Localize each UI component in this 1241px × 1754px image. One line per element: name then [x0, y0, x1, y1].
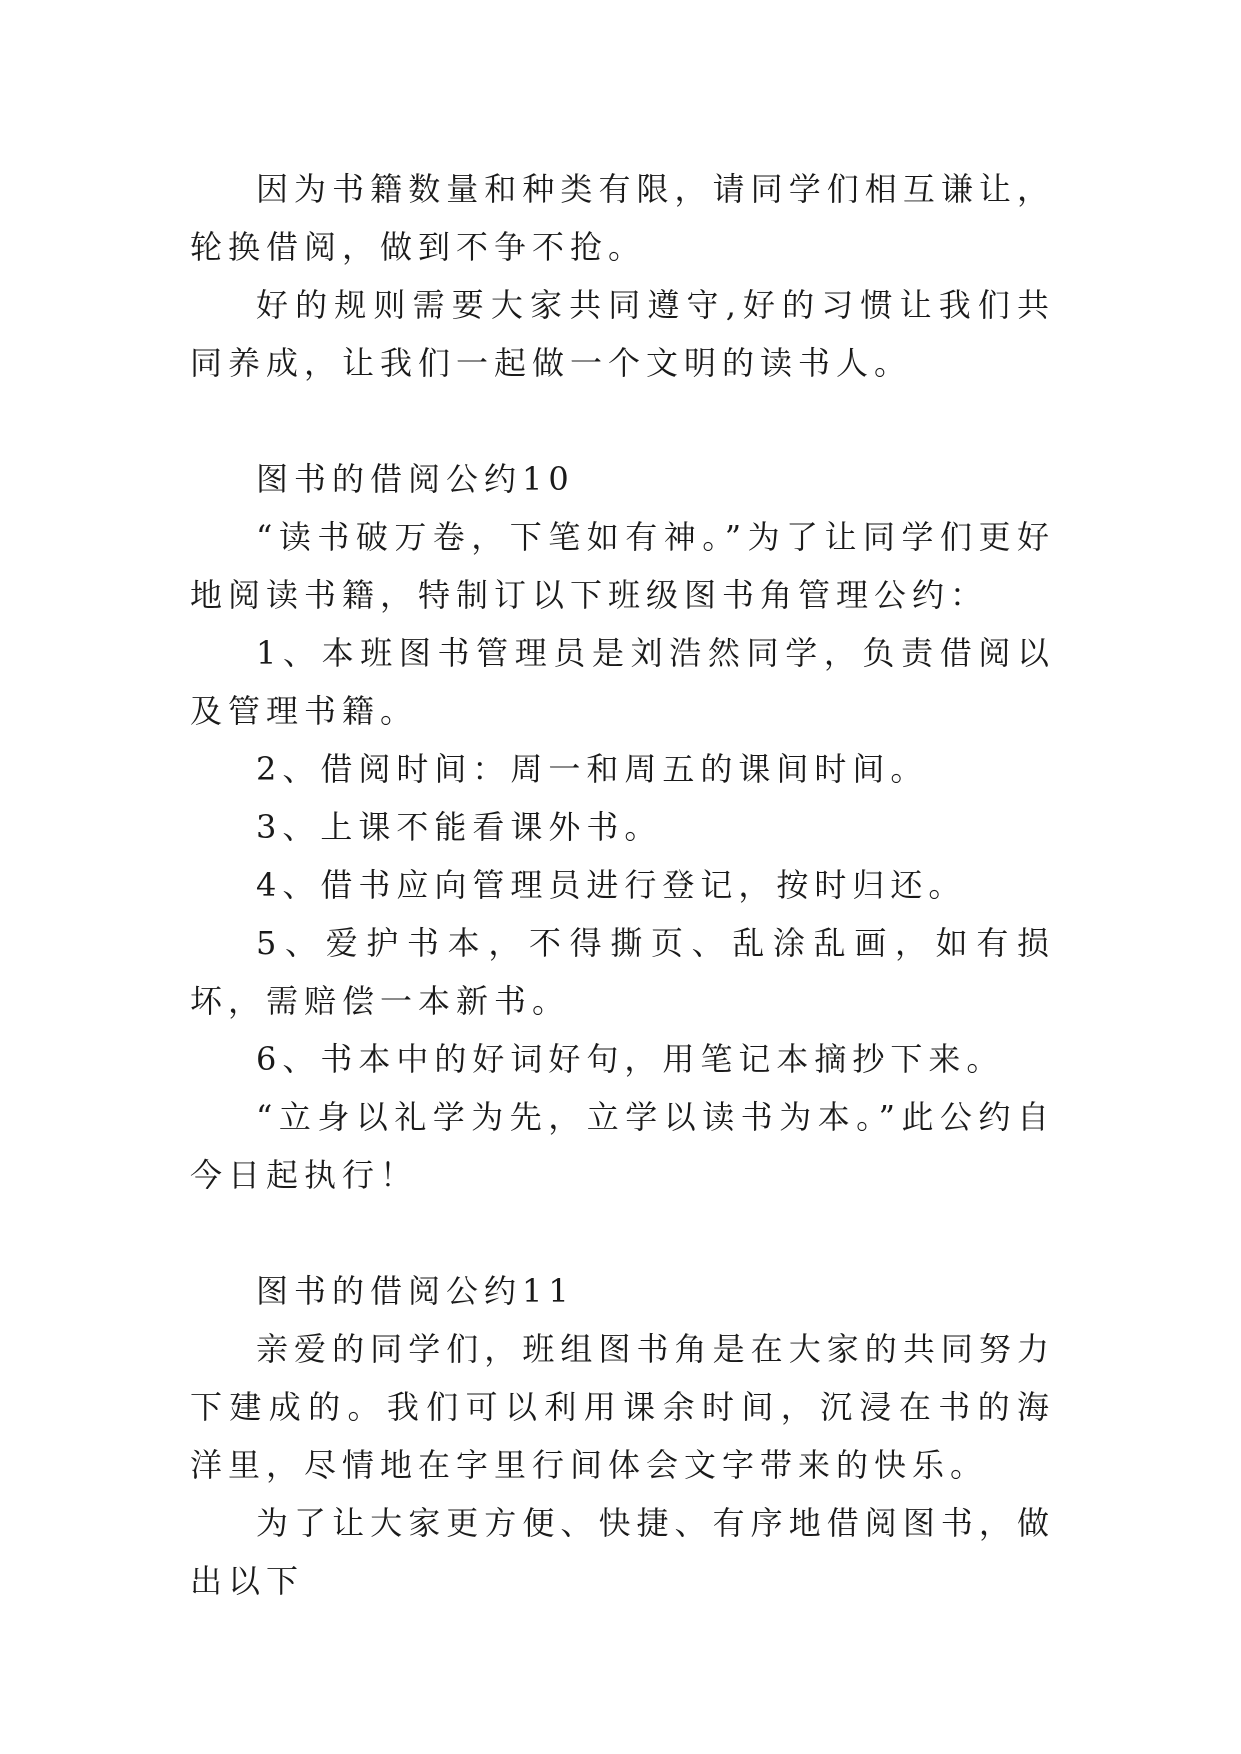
section-11-paragraph-2: 为了让大家更方便、快捷、有序地借阅图书，做出以下 — [190, 1504, 1055, 1600]
section-11-paragraph-1: 亲爱的同学们，班组图书角是在大家的共同努力下建成的。我们可以利用课余时间，沉浸在书的海洋里，尽情地在字里行间体会文字带来的快乐。 — [190, 1330, 1055, 1484]
document-body — [190, 160, 1055, 1610]
section-10-rule-2: 2、借阅时间：周一和周五的课间时间。 — [256, 750, 929, 788]
section-10-rule-1: 1、本班图书管理员是刘浩然同学，负责借阅以及管理书籍。 — [190, 634, 1055, 730]
section-10-rule-6: 6、书本中的好词好句，用笔记本摘抄下来。 — [256, 1040, 1005, 1078]
section-spacer — [190, 1204, 1055, 1262]
section-10-closing: “立身以礼学为先，立学以读书为本。”此公约自今日起执行！ — [190, 1098, 1055, 1194]
section-10-intro: “读书破万卷，下笔如有神。”为了让同学们更好地阅读书籍，特制订以下班级图书角管理公约： — [190, 518, 1055, 614]
intro-paragraph-1: 因为书籍数量和种类有限，请同学们相互谦让，轮换借阅，做到不争不抢。 — [190, 170, 1055, 266]
section-10-title: 图书的借阅公约10 — [256, 460, 575, 498]
section-11-title: 图书的借阅公约11 — [256, 1272, 575, 1310]
section-spacer — [190, 392, 1055, 450]
intro-paragraph-2: 好的规则需要大家共同遵守,好的习惯让我们共同养成，让我们一起做一个文明的读书人。 — [190, 286, 1055, 382]
section-10-rule-3: 3、上课不能看课外书。 — [256, 808, 663, 846]
section-10-rule-4: 4、借书应向管理员进行登记，按时归还。 — [256, 866, 967, 904]
section-10-rule-5: 5、爱护书本，不得撕页、乱涂乱画，如有损坏，需赔偿一本新书。 — [190, 924, 1055, 1020]
